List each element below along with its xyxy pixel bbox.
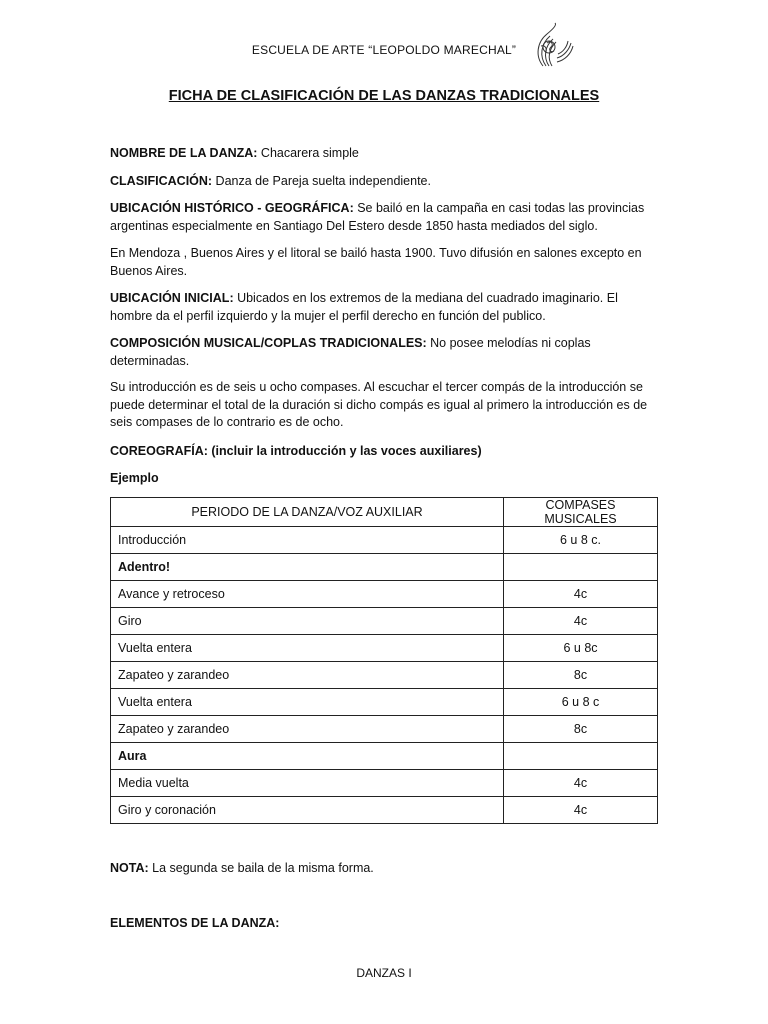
table-row	[111, 716, 658, 743]
table-row	[111, 527, 658, 554]
table-row	[111, 554, 658, 581]
column-header-compases: COMPASES MUSICALES	[504, 498, 658, 527]
field-ubicacion-extra	[110, 245, 658, 280]
nota-label: NOTA:	[110, 861, 149, 875]
field-ejemplo	[110, 470, 658, 488]
cell-compases: 6 u 8 c	[504, 689, 658, 716]
field-coreografia	[110, 443, 658, 461]
field-clasificacion	[110, 173, 658, 191]
cell-periodo: Giro	[111, 608, 504, 635]
cell-compases: 6 u 8c	[504, 635, 658, 662]
school-logo-icon	[527, 22, 575, 70]
field-ubicacion-historica	[110, 200, 658, 235]
cell-compases: 6 u 8 c.	[504, 527, 658, 554]
cell-compases	[504, 554, 658, 581]
cell-compases: 4c	[504, 608, 658, 635]
school-header: ESCUELA DE ARTE “LEOPOLDO MARECHAL”	[251, 43, 517, 57]
ubicacion-hist-value: Se bailó en la campaña en casi todas las provincias argentinas especialmente en Santiago Del Estero desde 1850 hasta mediados del siglo.	[110, 201, 645, 233]
cell-periodo: Zapateo y zarandeo	[111, 716, 504, 743]
table-row	[111, 581, 658, 608]
ubicacion-inicial-label: UBICACIÓN INICIAL:	[110, 291, 234, 305]
clasificacion-value: Danza de Pareja suelta independiente.	[212, 174, 431, 188]
cell-compases	[504, 743, 658, 770]
nota-value: La segunda se baila de la misma forma.	[148, 861, 374, 875]
cell-periodo: Adentro!	[111, 554, 504, 581]
field-introduccion	[110, 379, 658, 432]
cell-compases: 4c	[504, 581, 658, 608]
cell-compases: 8c	[504, 716, 658, 743]
table-row	[111, 743, 658, 770]
clasificacion-label: CLASIFICACIÓN:	[110, 174, 213, 188]
choreography-table	[110, 497, 658, 824]
cell-periodo: Giro y coronación	[111, 797, 504, 824]
table-row	[111, 608, 658, 635]
coreografia-label: COREOGRAFÍA: (incluir la introducción y las voces auxiliares)	[110, 444, 482, 458]
page-title: FICHA DE CLASIFICACIÓN DE LAS DANZAS TRADICIONALES	[168, 88, 600, 104]
ubicacion-hist-extra: En Mendoza , Buenos Aires y el litoral se bailó hasta 1900. Tuvo difusión en salones excepto en Buenos Aires.	[110, 246, 642, 278]
field-elementos	[110, 915, 658, 933]
introduccion-text: Su introducción es de seis u ocho compases. Al escuchar el tercer compás de la introducción se puede determinar el total de la duración si dicho compás es igual al primero la introducción es de seis compases de lo contrario es de ocho.	[110, 380, 648, 429]
field-nombre	[110, 145, 658, 163]
cell-periodo: Introducción	[111, 527, 504, 554]
composicion-value: No posee melodías ni coplas determinadas.	[110, 336, 591, 368]
elementos-label: ELEMENTOS DE LA DANZA:	[110, 916, 280, 930]
ejemplo-label: Ejemplo	[110, 471, 159, 485]
table-row	[111, 797, 658, 824]
table-row	[111, 689, 658, 716]
cell-compases: 4c	[504, 770, 658, 797]
cell-periodo: Zapateo y zarandeo	[111, 662, 504, 689]
cell-periodo: Aura	[111, 743, 504, 770]
field-composicion	[110, 335, 658, 370]
table-row	[111, 635, 658, 662]
page-footer: DANZAS I	[356, 966, 412, 980]
field-ubicacion-inicial	[110, 290, 658, 325]
cell-periodo: Vuelta entera	[111, 689, 504, 716]
ubicacion-inicial-value: Ubicados en los extremos de la mediana del cuadrado imaginario. El hombre da el perfil izquierdo y la mujer el perfil derecho en función del publico.	[110, 291, 618, 323]
composicion-label: COMPOSICIÓN MUSICAL/COPLAS TRADICIONALES:	[110, 336, 427, 350]
cell-compases: 8c	[504, 662, 658, 689]
cell-periodo: Vuelta entera	[111, 635, 504, 662]
field-nota	[110, 860, 658, 878]
cell-compases: 4c	[504, 797, 658, 824]
nombre-label: NOMBRE DE LA DANZA:	[110, 146, 258, 160]
cell-periodo: Media vuelta	[111, 770, 504, 797]
table-body	[111, 527, 658, 824]
nombre-value: Chacarera simple	[257, 146, 359, 160]
cell-periodo: Avance y retroceso	[111, 581, 504, 608]
table-row	[111, 770, 658, 797]
column-header-periodo: PERIODO DE LA DANZA/VOZ AUXILIAR	[111, 498, 504, 527]
table-header-row	[111, 498, 658, 527]
table-row	[111, 662, 658, 689]
ubicacion-hist-label: UBICACIÓN HISTÓRICO - GEOGRÁFICA:	[110, 201, 354, 215]
